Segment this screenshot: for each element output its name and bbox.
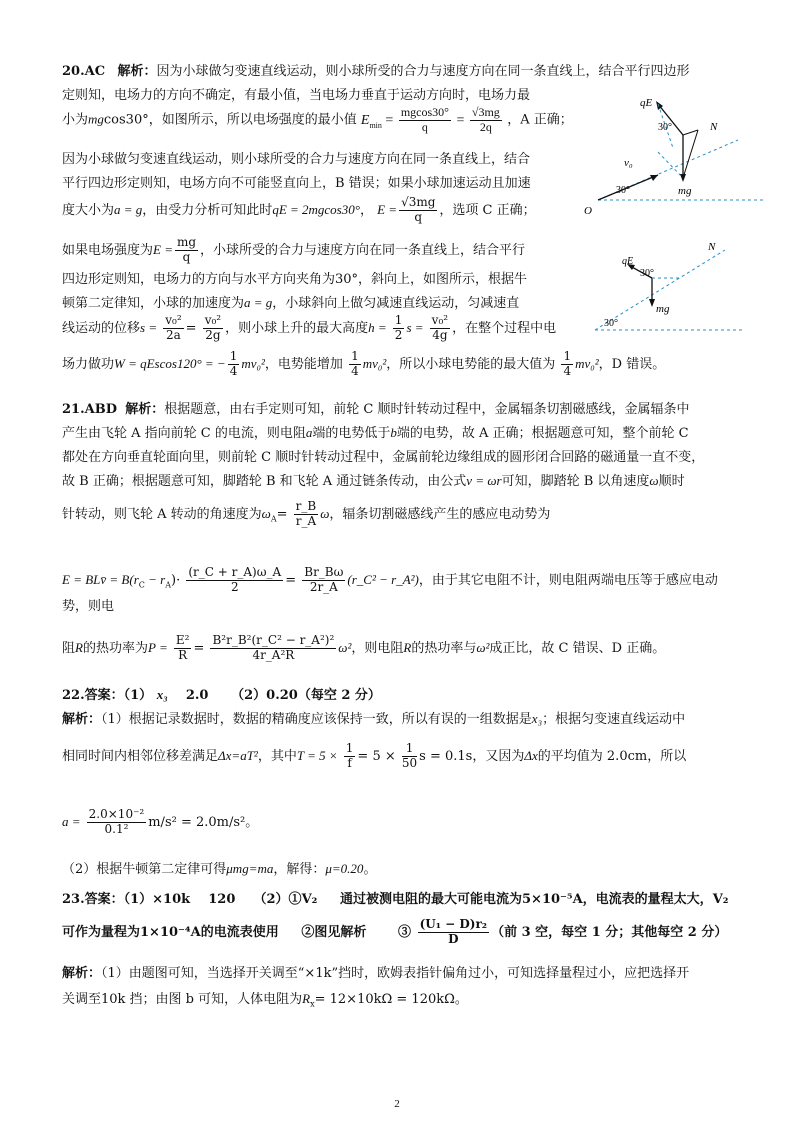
q23-line-4: 关调至10k 挡；由图 b 可知，人体电阻为$R_x= 12\times 10k\Omega = 120k\Omega$。 — [62, 991, 468, 1009]
q21-line-2: 产生由飞轮 A 指向前轮 C 的电流，则电阻a端的电势低于b端的电势，故 A 正确；根据题意可知，整个前轮 C — [62, 425, 689, 441]
q20-line-8: 四边形定则知，电场力的方向与水平方向夹角为30°，斜向上，如图所示，根据牛 — [62, 272, 528, 287]
q22-line-2: 相同时间内相邻位移差满足Δx=aT²，其中T = 5 × $\frac{1}{f}$ = 5 × $\frac{1}{50}$ s = 0.1s，又因为Δx的平均值为 2.0cm，所以 — [62, 741, 687, 770]
q20-line-9: 顿第二定律知，小球的加速度为a = g，小球斜向上做匀减速直线运动，匀减速直 — [62, 295, 520, 311]
fig2-angle-top: 30° — [640, 268, 654, 279]
q23-answer-line-2: 可作为量程为1×10⁻⁴A的电流表使用 ②图见解析 ③ $\frac{\text{(U₁ − D)r₂}}{D}$ （前 3 空，每空 1 分；其他每空 2 分） — [62, 917, 728, 946]
q23-line-3: 解析：（1）由题图可知，当选择开关调至“×1k”挡时，欧姆表指针偏角过小，可知选择量程过小，应把选择开 — [62, 966, 690, 981]
q21-head: 21.ABD — [62, 402, 117, 417]
q20-line-10: 线运动的位移s = $\frac{\text{v₀²}}{2a}$ = $\frac{\text{v₀²}}{2g}$ ，则小球上升的最大高度h = $\frac{1}{2}$ s = $\frac{\text{v₀²}}{4g}$ ，在整个过程中电 — [62, 313, 557, 342]
q21-line-6: E = BLv̄ = $B(r_C - r_A)\cdot$ $\frac{(r\_C + r\_A)\omega\_A}{2}$ = $\frac{Br\_B\omega}{2r\_A}$ (r_C² − r_A²)，由于其它电阻不计，则电阻两端电压等于感应电动势，则电 — [62, 565, 718, 614]
fig1-v0-label: v₀ — [624, 157, 633, 169]
q20-label: 解析： — [117, 64, 157, 79]
q20-line-1: 20.AC 解析：因为小球做匀变速直线运动，则小球所受的合力与速度方向在同一条直线上，结合平行四边形 — [62, 64, 690, 79]
q21-line-1: 21.ABD 解析：根据题意，由右手定则可知，前轮 C 顺时针转动过程中，金属辐条切割磁感线，金属辐条中 — [62, 402, 690, 417]
fig2-mg-label: mg — [656, 303, 670, 315]
q22-line-1: 解析：（1）根据记录数据时，数据的精确度应该保持一致，所以有误的一组数据是x₃；根据匀变速直线运动中 — [62, 711, 686, 727]
emin-formula: $E_{min}$ = $\frac{mgcos30^\circ}{q}$ = $\frac{√3mg}{2q}$ — [360, 105, 500, 134]
force-diagram-1 — [578, 90, 768, 220]
q21-line-5: 针转动，则飞轮 A 转动的角速度为$\omega_A=$ $\frac{r\_B}{r\_A}$ ω，辐条切割磁感线产生的感应电动势为 — [62, 499, 551, 528]
q23-answer-line-1: 23.答案：（1）×10k 120 （2）①V₂ 通过被测电阻的最大可能电流为5×10⁻⁵A，电流表的量程太大，V₂ — [62, 892, 729, 907]
force-diagram-2 — [590, 238, 750, 338]
fig2-qE-label: qE — [622, 256, 634, 267]
fig1-angle-top: 30° — [658, 122, 672, 133]
q22-line-4: （2）根据牛顿第二定律可得μmg=ma，解得：μ=0.20。 — [62, 861, 377, 877]
q21-line-7: 阻R的热功率为P = $\frac{\text{E²}}{R}$ = $\frac{\text{B²r\_B²(r\_C² − r\_A²)²}}{\text{4r\_A²R}}$ ω²，则电阻R的热功率与ω²成正比，故 C 错误、D 正确。 — [62, 633, 666, 662]
fig1-angle-bottom: 30° — [616, 185, 630, 196]
fig1-mg-label: mg — [678, 185, 692, 197]
q20-line-6: 度大小为a = g，由受力分析可知此时qE = 2mgcos30°， E = $\frac{√3mg}{q}$ ，选项 C 正确； — [62, 195, 536, 224]
q22-answer: 22.答案：（1） x₃ 2.0 （2）0.20（每空 2 分） — [62, 687, 381, 703]
fig2-angle-bottom: 30° — [604, 318, 618, 329]
q20-line-4: 因为小球做匀变速直线运动，则小球所受的合力与速度方向在同一条直线上，结合 — [62, 152, 531, 167]
q20-line-11: 场力做功W = qEscos120° = − $\frac{1}{4}$ mv₀²，电势能增加 $\frac{1}{4}$ mv₀²，所以小球电势能的最大值为 $\frac{1}{4}$ mv₀²，D 错误。 — [62, 349, 666, 378]
page-number: 2 — [394, 1098, 400, 1110]
q21-line-3: 都处在方向垂直轮面向里，则前轮 C 顺时针转动过程中，金属前轮边缘组成的圆形闭合回路的磁通量一直不变， — [62, 450, 705, 465]
q20-line-7: 如果电场强度为E = $\frac{mg}{q}$ ，小球所受的合力与速度方向在同一条直线上，结合平行 — [62, 235, 526, 264]
q20-line-2: 定则知，电场力的方向不确定，有最小值，当电场力垂直于运动方向时，电场力最 — [62, 88, 531, 103]
q20-head: 20.AC — [62, 64, 106, 79]
fig2-N-label: N — [708, 241, 716, 253]
fig1-qE-label: qE — [640, 97, 653, 109]
fig1-O-label: O — [584, 205, 592, 217]
fig1-N-label: N — [710, 121, 718, 133]
q22-line-3: a = $\frac{\text{2.0×10⁻²}}{\text{0.1²}}$ m/s² = 2.0m/s²。 — [62, 807, 259, 836]
q21-line-4: 故 B 正确；根据题意可知，脚踏轮 B 和飞轮 A 通过链条传动，由公式v = ωr可知，脚踏轮 B 以角速度ω顺时 — [62, 473, 685, 489]
q20-line-3: 小为mgcos30°，如图所示，所以电场强度的最小值 $E_{min}$ = $\frac{mgcos30^\circ}{q}$ = $\frac{√3mg}{2q}$ ，A 正确； — [62, 105, 573, 134]
q20-line-5: 平行四边形定则知，电场方向不可能竖直向上，B 错误；如果小球加速运动且加速 — [62, 176, 531, 191]
